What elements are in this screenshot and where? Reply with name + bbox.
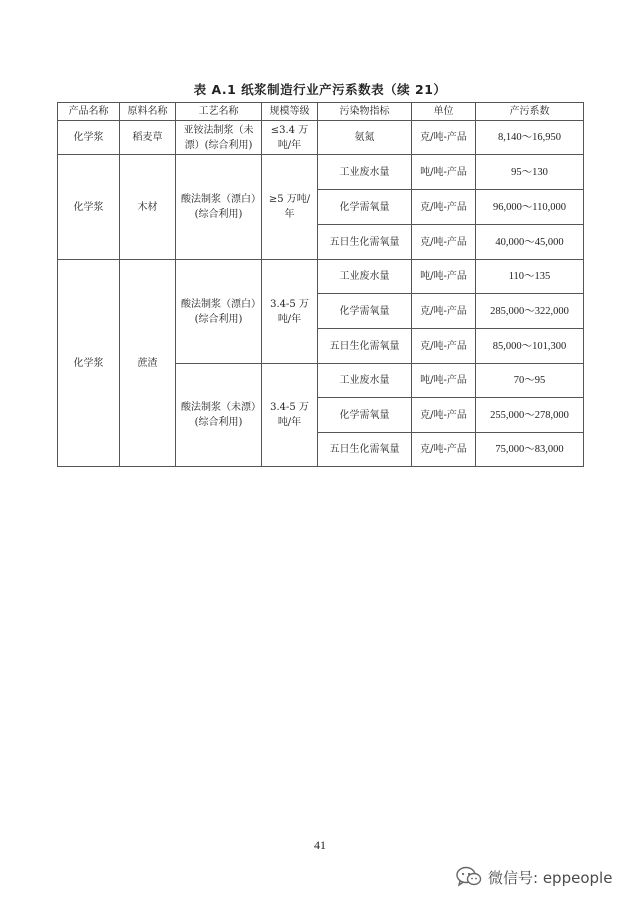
coefficient-cell: 285,000～322,000 [476, 294, 584, 329]
indicator-cell: 工业废水量 [318, 364, 412, 398]
unit-cell: 克/吨-产品 [412, 294, 476, 329]
header-process: 工艺名称 [176, 103, 262, 121]
coefficient-cell: 70～95 [476, 364, 584, 398]
scale-cell: ≥5 万吨/年 [262, 155, 318, 260]
table-caption: 表 A.1 纸浆制造行业产污系数表（续 21） [193, 82, 447, 97]
unit-cell: 吨/吨-产品 [412, 260, 476, 294]
coefficient-cell: 95～130 [476, 155, 584, 190]
material-cell: 稻麦草 [120, 121, 176, 155]
scale-cell: 3.4-5 万吨/年 [262, 260, 318, 364]
pollution-coefficient-table [57, 102, 584, 467]
header-scale: 规模等级 [262, 103, 318, 121]
coefficient-cell: 85,000～101,300 [476, 329, 584, 364]
coefficient-cell: 75,000～83,000 [476, 433, 584, 467]
coefficient-cell: 255,000～278,000 [476, 398, 584, 433]
header-material: 原料名称 [120, 103, 176, 121]
unit-cell: 克/吨-产品 [412, 398, 476, 433]
process-cell: 亚铵法制浆（未漂）(综合利用) [176, 121, 262, 155]
indicator-cell: 化学需氧量 [318, 294, 412, 329]
coefficient-cell: 96,000～110,000 [476, 190, 584, 225]
material-cell: 木材 [120, 155, 176, 260]
indicator-cell: 工业废水量 [318, 155, 412, 190]
product-cell: 化学浆 [58, 121, 120, 155]
unit-cell: 克/吨-产品 [412, 225, 476, 260]
table-row [58, 121, 584, 155]
unit-cell: 克/吨-产品 [412, 121, 476, 155]
process-cell: 酸法制浆（漂白）(综合利用) [176, 155, 262, 260]
process-cell: 酸法制浆（漂白）(综合利用) [176, 260, 262, 364]
page-number: 41 [314, 838, 326, 852]
unit-cell: 克/吨-产品 [412, 329, 476, 364]
watermark-text: 微信号: eppeople [488, 868, 613, 887]
indicator-cell: 五日生化需氧量 [318, 433, 412, 467]
header-indicator: 污染物指标 [318, 103, 412, 121]
indicator-cell: 化学需氧量 [318, 398, 412, 433]
table-row [58, 260, 584, 294]
coefficient-cell: 110～135 [476, 260, 584, 294]
scale-cell: ≤3.4 万吨/年 [262, 121, 318, 155]
wechat-watermark [456, 864, 612, 890]
coefficient-cell: 8,140～16,950 [476, 121, 584, 155]
table-header-row [58, 103, 584, 121]
coefficient-cell: 40,000～45,000 [476, 225, 584, 260]
unit-cell: 克/吨-产品 [412, 433, 476, 467]
product-cell: 化学浆 [58, 260, 120, 467]
wechat-icon [456, 866, 482, 888]
unit-cell: 吨/吨-产品 [412, 364, 476, 398]
header-product: 产品名称 [58, 103, 120, 121]
product-cell: 化学浆 [58, 155, 120, 260]
indicator-cell: 五日生化需氧量 [318, 225, 412, 260]
indicator-cell: 工业废水量 [318, 260, 412, 294]
indicator-cell: 化学需氧量 [318, 190, 412, 225]
process-cell: 酸法制浆（未漂）(综合利用) [176, 364, 262, 467]
header-unit: 单位 [412, 103, 476, 121]
header-coefficient: 产污系数 [476, 103, 584, 121]
scale-cell: 3.4-5 万吨/年 [262, 364, 318, 467]
indicator-cell: 氨氮 [318, 121, 412, 155]
table-row [58, 155, 584, 190]
unit-cell: 克/吨-产品 [412, 190, 476, 225]
unit-cell: 吨/吨-产品 [412, 155, 476, 190]
material-cell: 蔗渣 [120, 260, 176, 467]
indicator-cell: 五日生化需氧量 [318, 329, 412, 364]
